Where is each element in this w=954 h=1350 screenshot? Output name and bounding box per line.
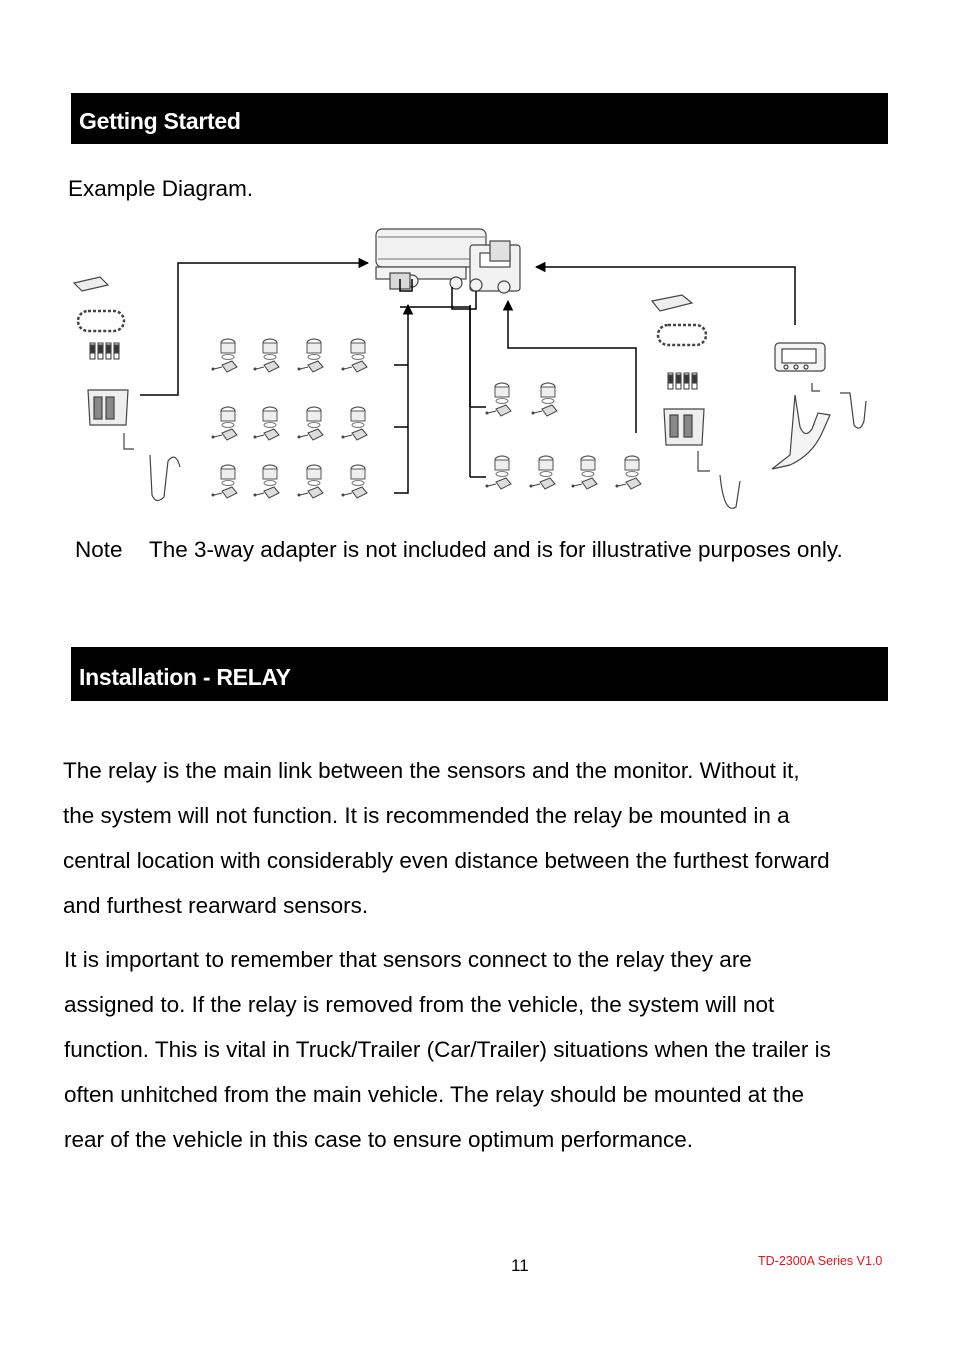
section-title: Installation - RELAY	[79, 663, 291, 690]
paragraph-line: the system will not function. It is recommended the relay be mounted in a	[63, 803, 790, 828]
paragraph-line: assigned to. If the relay is removed from the vehicle, the system will not	[64, 992, 775, 1017]
example-diagram	[60, 215, 880, 525]
note-label: Note	[75, 537, 123, 562]
truck-illustration	[376, 229, 520, 293]
paragraph-line: often unhitched from the main vehicle. The relay should be mounted at the	[64, 1082, 805, 1107]
relay-kit-left	[74, 277, 180, 501]
relay-kit-right	[652, 295, 740, 508]
sensor-group-left	[212, 339, 368, 498]
paragraph-line: It is important to remember that sensors connect to the relay they are	[64, 947, 752, 972]
note-text: The 3-way adapter is not included and is for illustrative purposes only.	[149, 537, 843, 562]
diagram-caption: Example Diagram.	[68, 176, 254, 201]
paragraph-line: and furthest rearward sensors.	[63, 893, 369, 918]
paragraph-line: rear of the vehicle in this case to ensure optimum performance.	[64, 1127, 694, 1152]
relay-description-paragraph	[63, 748, 830, 928]
paragraph-line: function. This is vital in Truck/Trailer (Car/Trailer) situations when the trailer is	[64, 1037, 831, 1062]
document-version: TD-2300A Series V1.0	[758, 1254, 883, 1268]
page-number: 11	[511, 1256, 529, 1275]
section-title: Getting Started	[79, 108, 241, 134]
sensor-group-right	[486, 383, 642, 489]
relay-importance-paragraph	[64, 937, 831, 1162]
monitor-illustration	[772, 343, 866, 469]
paragraph-line: The relay is the main link between the sensors and the monitor. Without it,	[63, 758, 800, 783]
paragraph-line: central location with considerably even distance between the furthest forward	[63, 848, 830, 873]
section-header-installation-relay	[71, 647, 888, 701]
section-header-getting-started	[71, 93, 888, 144]
